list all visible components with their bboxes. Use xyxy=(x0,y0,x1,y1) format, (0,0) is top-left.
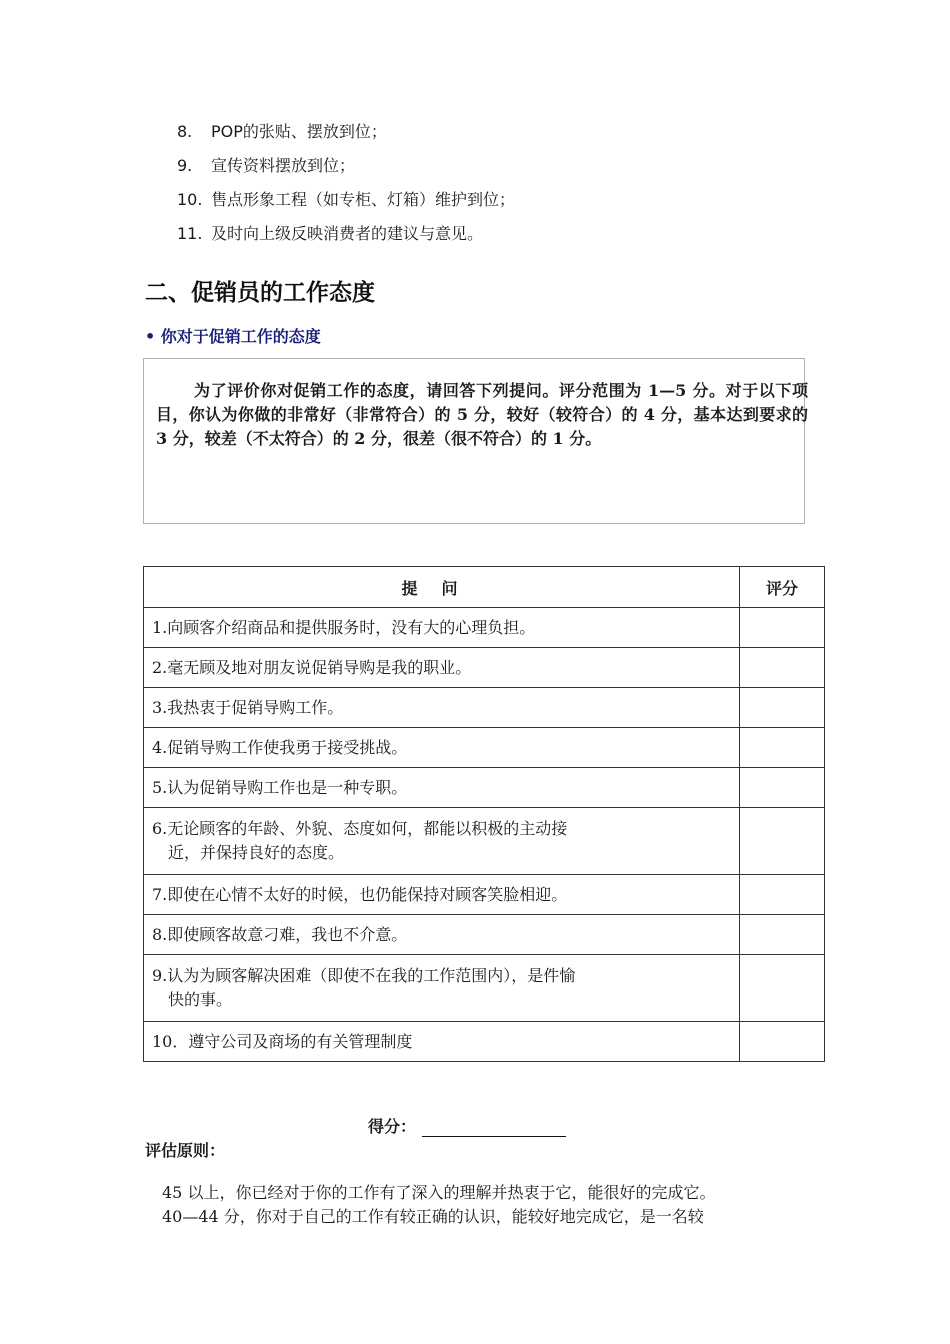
table-row xyxy=(144,955,825,1022)
principles-paragraph xyxy=(162,1181,812,1229)
section-title: 二、促销员的工作态度 xyxy=(145,280,375,306)
list-number: 8. xyxy=(177,122,193,141)
table-row xyxy=(144,728,825,768)
list-number: 9. xyxy=(177,156,193,175)
table-row xyxy=(144,608,825,648)
list-item xyxy=(177,115,515,149)
score-cell[interactable] xyxy=(740,768,825,808)
table-row xyxy=(144,768,825,808)
score-cell[interactable] xyxy=(740,648,825,688)
question-cell xyxy=(144,875,740,915)
question-text: 10．遵守公司及商场的有关管理制度 xyxy=(152,1031,413,1051)
table-row xyxy=(144,648,825,688)
list-text: 及时向上级反映消费者的建议与意见。 xyxy=(211,224,484,243)
score-cell[interactable] xyxy=(740,688,825,728)
table-row xyxy=(144,875,825,915)
question-text: 4.促销导购工作使我勇于接受挑战。 xyxy=(152,737,408,757)
list-item xyxy=(177,183,515,217)
question-text: 9.认为为顾客解决困难（即使不在我的工作范围内），是件愉 xyxy=(152,966,576,985)
table-row xyxy=(144,1022,825,1062)
question-cell xyxy=(144,688,740,728)
question-text: 8.即使顾客故意刁难，我也不介意。 xyxy=(152,924,408,944)
question-table xyxy=(143,566,825,1062)
principle-line: 40—44 分，你对于自己的工作有较正确的认识，能较好地完成它，是一名较 xyxy=(162,1207,704,1226)
score-cell[interactable] xyxy=(740,728,825,768)
score-label: 得分： xyxy=(368,1117,417,1136)
score-cell[interactable] xyxy=(740,608,825,648)
instruction-box xyxy=(143,358,808,524)
question-text-continued: 快的事。 xyxy=(168,990,233,1009)
list-text: POP的张贴、摆放到位； xyxy=(211,122,387,141)
table-row xyxy=(144,808,825,875)
list-text: 售点形象工程（如专柜、灯箱）维护到位； xyxy=(211,190,516,209)
score-cell[interactable] xyxy=(740,808,825,875)
list-number: 10. xyxy=(177,190,203,209)
principle-label: 评估原则： xyxy=(145,1141,226,1160)
question-text: 2.毫无顾及地对朋友说促销导购是我的职业。 xyxy=(152,657,472,677)
question-cell xyxy=(144,768,740,808)
question-text: 3.我热衷于促销导购工作。 xyxy=(152,697,344,717)
score-cell[interactable] xyxy=(740,875,825,915)
score-cell[interactable] xyxy=(740,1022,825,1062)
question-cell xyxy=(144,1022,740,1062)
question-text: 7.即使在心情不太好的时候，也仍能保持对顾客笑脸相迎。 xyxy=(152,884,568,904)
score-blank-line[interactable] xyxy=(422,1118,566,1137)
subheading: • 你对于促销工作的态度 xyxy=(145,327,321,346)
list-item xyxy=(177,149,515,183)
table-row xyxy=(144,915,825,955)
question-header: 提问 xyxy=(144,567,740,608)
question-cell xyxy=(144,728,740,768)
question-cell xyxy=(144,955,740,1022)
score-cell[interactable] xyxy=(740,915,825,955)
list-number: 11. xyxy=(177,224,203,243)
question-cell xyxy=(144,808,740,875)
question-text: 1.向顾客介绍商品和提供服务时，没有大的心理负担。 xyxy=(152,617,536,637)
score-header: 评分 xyxy=(740,567,825,608)
principle-line: 45 以上，你已经对于你的工作有了深入的理解并热衷于它，能很好的完成它。 xyxy=(162,1183,716,1202)
question-text: 6.无论顾客的年龄、外貌、态度如何，都能以积极的主动接 xyxy=(152,819,568,838)
question-cell xyxy=(144,608,740,648)
table-row xyxy=(144,688,825,728)
question-text: 5.认为促销导购工作也是一种专职。 xyxy=(152,777,408,797)
task-list xyxy=(177,115,515,251)
question-text-continued: 近，并保持良好的态度。 xyxy=(168,843,345,862)
list-item xyxy=(177,217,515,251)
list-text: 宣传资料摆放到位； xyxy=(211,156,356,175)
table-header-row xyxy=(144,567,825,608)
score-cell[interactable] xyxy=(740,955,825,1022)
question-cell xyxy=(144,915,740,955)
instruction-text: 为了评价你对促销工作的态度，请回答下列提问。评分范围为 1—5 分。对于以下项目，你认为你做的非常好（非常符合）的 5 分，较好（较符合）的 4 分，基本达到要求的 3 分，较差（不太符合）的 2 分，很差（很不符合）的 1 分。 xyxy=(156,381,808,448)
total-score xyxy=(368,1114,566,1137)
question-cell xyxy=(144,648,740,688)
